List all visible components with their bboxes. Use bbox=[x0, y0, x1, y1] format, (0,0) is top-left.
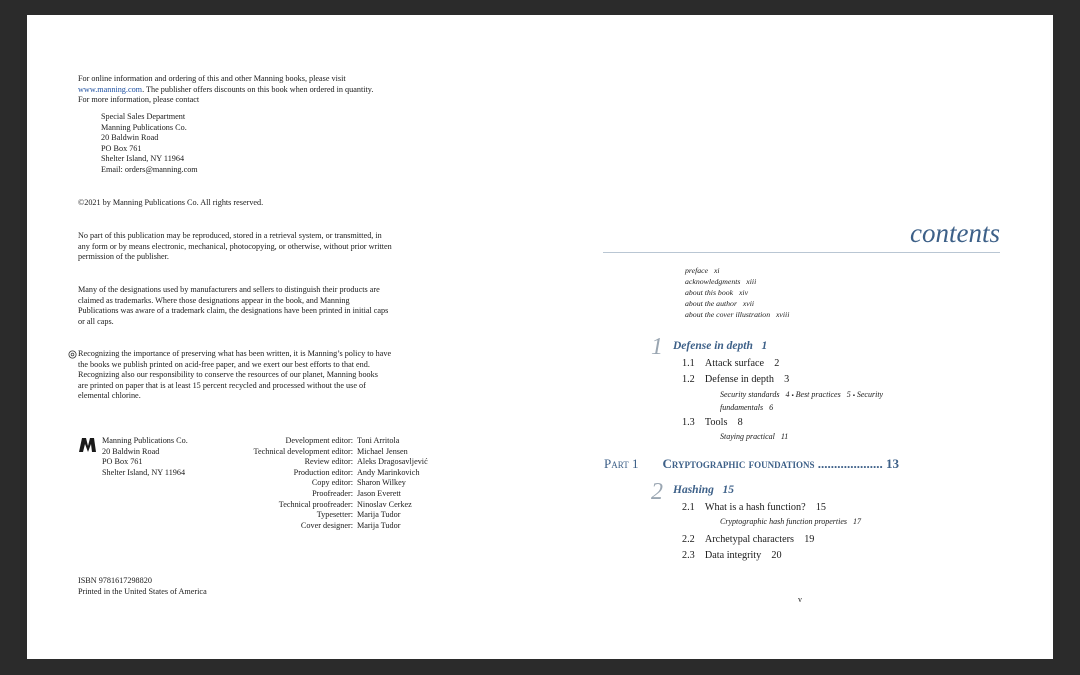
subsection-title[interactable]: Best practices bbox=[795, 390, 841, 399]
intro-line-1: For online information and ordering of this and other Manning books, please visit bbox=[78, 74, 346, 83]
subsection-title: Staying practical bbox=[720, 432, 775, 441]
credit-name: Toni Arritola bbox=[357, 436, 400, 445]
toc-section-1-2[interactable] bbox=[682, 374, 789, 385]
intro-line-2-rest: . The publisher offers discounts on this book when ordered in quantity. bbox=[142, 84, 374, 94]
front-matter-list bbox=[685, 265, 789, 320]
toc-front-item[interactable] bbox=[685, 309, 789, 320]
address-line: 20 Baldwin Road bbox=[101, 133, 159, 143]
section-page: 2 bbox=[774, 358, 780, 369]
chapter-title: Hashing bbox=[673, 484, 714, 496]
section-number: 2.1 bbox=[682, 502, 695, 513]
toc-front-page: xiii bbox=[746, 277, 757, 286]
credit-name: Jason Everett bbox=[357, 488, 401, 498]
credit-role: Development editor: bbox=[285, 436, 353, 445]
credit-name: Ninoslav Cerkez bbox=[357, 499, 412, 509]
toc-front-page: xviii bbox=[775, 310, 790, 319]
section-page: 19 bbox=[804, 534, 815, 545]
recycle-line: are printed on paper that is at least 15 percent recycled and processed without the use of bbox=[78, 380, 366, 390]
part-title: Cryptographic foundations bbox=[662, 456, 815, 471]
section-number: 1.2 bbox=[682, 374, 695, 385]
intro-line-3: For more information, please contact bbox=[78, 95, 200, 105]
toc-section-1-1[interactable] bbox=[682, 358, 779, 369]
credit-role: Review editor: bbox=[304, 457, 353, 467]
toc-chapter-2[interactable] bbox=[673, 484, 734, 496]
rights-line: permission of the publisher. bbox=[78, 252, 169, 262]
recycle-line: the books we publish printed on acid-free paper, and we exert our best efforts to that end. bbox=[78, 359, 370, 369]
toc-section-2-2[interactable] bbox=[682, 534, 814, 545]
trademark-paragraph bbox=[78, 285, 388, 327]
credits-roles bbox=[217, 436, 353, 531]
intro-paragraph bbox=[78, 74, 438, 106]
toc-subsection-2-1[interactable] bbox=[720, 517, 861, 526]
toc-front-label: acknowledgments bbox=[685, 277, 741, 286]
address-line: Special Sales Department bbox=[101, 112, 186, 121]
publisher-line: Shelter Island, NY 11964 bbox=[102, 467, 186, 477]
chapter-page: 15 bbox=[722, 484, 735, 496]
address-line: Manning Publications Co. bbox=[101, 122, 187, 132]
credit-name: Marija Tudor bbox=[357, 520, 401, 530]
subsection-line bbox=[720, 389, 883, 402]
publisher-line: PO Box 761 bbox=[102, 457, 143, 467]
toc-section-1-3[interactable] bbox=[682, 417, 743, 428]
copyright-line: ©2021 by Manning Publications Co. All rights reserved. bbox=[78, 198, 264, 207]
recycle-paragraph bbox=[78, 349, 391, 402]
credit-name: Michael Jensen bbox=[357, 446, 408, 456]
publisher-line: Manning Publications Co. bbox=[102, 436, 188, 445]
manning-logo-icon bbox=[78, 437, 98, 453]
separator-bullet: ▪ bbox=[852, 393, 855, 399]
address-line: Shelter Island, NY 11964 bbox=[101, 154, 185, 164]
credit-name: Marija Tudor bbox=[357, 510, 401, 520]
subsection-title[interactable]: fundamentals bbox=[720, 403, 764, 412]
separator-bullet: ▪ bbox=[791, 393, 794, 399]
section-title: Tools bbox=[704, 417, 728, 428]
toc-front-label: preface bbox=[685, 266, 709, 275]
section-page: 8 bbox=[737, 417, 743, 428]
subsection-title[interactable]: Security bbox=[856, 390, 884, 399]
subsection-page: 17 bbox=[853, 517, 862, 526]
credit-role: Production editor: bbox=[293, 467, 353, 477]
credit-role: Proofreader: bbox=[312, 488, 353, 498]
recycle-icon bbox=[68, 350, 77, 359]
subsection-page: 6 bbox=[769, 403, 774, 412]
section-page: 20 bbox=[771, 550, 782, 561]
rights-line: No part of this publication may be reproduced, stored in a retrieval system, or transmitted, in bbox=[78, 231, 382, 240]
subsection-page: 11 bbox=[780, 432, 789, 441]
section-number: 2.2 bbox=[682, 534, 695, 545]
contents-title: contents bbox=[910, 218, 1000, 248]
section-number: 2.3 bbox=[682, 550, 695, 561]
manning-link[interactable]: www.manning.com bbox=[78, 84, 143, 94]
toc-chapter-1[interactable] bbox=[673, 340, 767, 352]
publisher-address bbox=[102, 436, 188, 478]
toc-front-label: about the cover illustration bbox=[685, 310, 771, 319]
credit-role: Technical development editor: bbox=[253, 446, 353, 456]
toc-section-2-3[interactable] bbox=[682, 550, 782, 561]
sales-address bbox=[101, 112, 198, 176]
credit-name: Andy Marinkovich bbox=[357, 467, 420, 477]
rights-paragraph bbox=[78, 231, 392, 263]
credits-names bbox=[357, 436, 428, 531]
part-dots: .................... bbox=[817, 456, 883, 471]
toc-section-2-1[interactable] bbox=[682, 502, 826, 513]
toc-part-1[interactable] bbox=[604, 456, 899, 472]
trademark-line: or all caps. bbox=[78, 316, 114, 326]
part-page: 13 bbox=[885, 456, 899, 471]
chapter-title: Defense in depth bbox=[673, 340, 753, 352]
rights-line: any form or by means electronic, mechanical, photocopying, or otherwise, without prior written bbox=[78, 241, 392, 251]
subsection-line bbox=[720, 402, 883, 414]
toc-front-label: about the author bbox=[685, 299, 737, 308]
toc-front-item[interactable] bbox=[685, 287, 789, 298]
credit-role: Technical proofreader: bbox=[278, 499, 353, 509]
credit-name: Sharon Wilkey bbox=[357, 478, 406, 488]
trademark-line: Publications was aware of a trademark claim, the designations have been printed in initial caps bbox=[78, 306, 389, 316]
chapter-number: 1 bbox=[651, 334, 663, 360]
toc-front-label: about this book bbox=[685, 288, 734, 297]
printed-in: Printed in the United States of America bbox=[78, 586, 207, 596]
toc-subsections-1-2 bbox=[720, 389, 883, 414]
section-number: 1.1 bbox=[682, 358, 695, 369]
credit-name: Aleks Dragosavljević bbox=[357, 457, 428, 467]
page-number: v bbox=[798, 595, 802, 604]
address-line: PO Box 761 bbox=[101, 143, 142, 153]
toc-front-item[interactable] bbox=[685, 276, 789, 287]
section-page: 3 bbox=[784, 374, 790, 385]
section-title: Attack surface bbox=[704, 358, 765, 369]
intro-line-2 bbox=[78, 85, 438, 96]
toc-front-page: xiv bbox=[738, 288, 749, 297]
section-title: What is a hash function? bbox=[704, 502, 806, 513]
book-spread bbox=[27, 15, 1053, 659]
toc-subsection-1-3[interactable] bbox=[720, 432, 788, 441]
part-label: Part 1 bbox=[604, 456, 639, 471]
subsection-title[interactable]: Security standards bbox=[720, 390, 780, 399]
trademark-line: Many of the designations used by manufacturers and sellers to distinguish their products are bbox=[78, 285, 380, 294]
recycle-line: elemental chlorine. bbox=[78, 391, 141, 401]
section-title: Data integrity bbox=[704, 550, 762, 561]
section-number: 1.3 bbox=[682, 417, 695, 428]
recycle-line: Recognizing the importance of preserving what has been written, it is Manning’s policy to have bbox=[78, 349, 392, 358]
recycle-line: Recognizing also our responsibility to conserve the resources of our planet, Manning books bbox=[78, 370, 378, 380]
subsection-page: 5 bbox=[846, 390, 851, 399]
subsection-page: 4 bbox=[785, 390, 790, 399]
chapter-number: 2 bbox=[651, 479, 663, 505]
toc-front-page: xi bbox=[713, 266, 720, 275]
section-title: Archetypal characters bbox=[704, 534, 795, 545]
section-page: 15 bbox=[815, 502, 827, 513]
chapter-page: 1 bbox=[761, 340, 768, 352]
toc-front-item[interactable] bbox=[685, 298, 789, 309]
credit-role: Typesetter: bbox=[316, 510, 353, 520]
isbn-block bbox=[78, 576, 207, 597]
credit-role: Cover designer: bbox=[300, 520, 353, 530]
title-rule bbox=[603, 252, 1000, 253]
credit-role: Copy editor: bbox=[311, 478, 353, 488]
toc-front-item[interactable] bbox=[685, 265, 789, 276]
address-line: Email: orders@manning.com bbox=[101, 164, 198, 174]
section-title: Defense in depth bbox=[704, 374, 774, 385]
isbn: ISBN 9781617298820 bbox=[78, 576, 152, 585]
trademark-line: claimed as trademarks. Where those designations appear in the book, and Manning bbox=[78, 295, 350, 305]
subsection-title: Cryptographic hash function properties bbox=[720, 517, 848, 526]
publisher-line: 20 Baldwin Road bbox=[102, 446, 160, 456]
toc-front-page: xvii bbox=[742, 299, 755, 308]
